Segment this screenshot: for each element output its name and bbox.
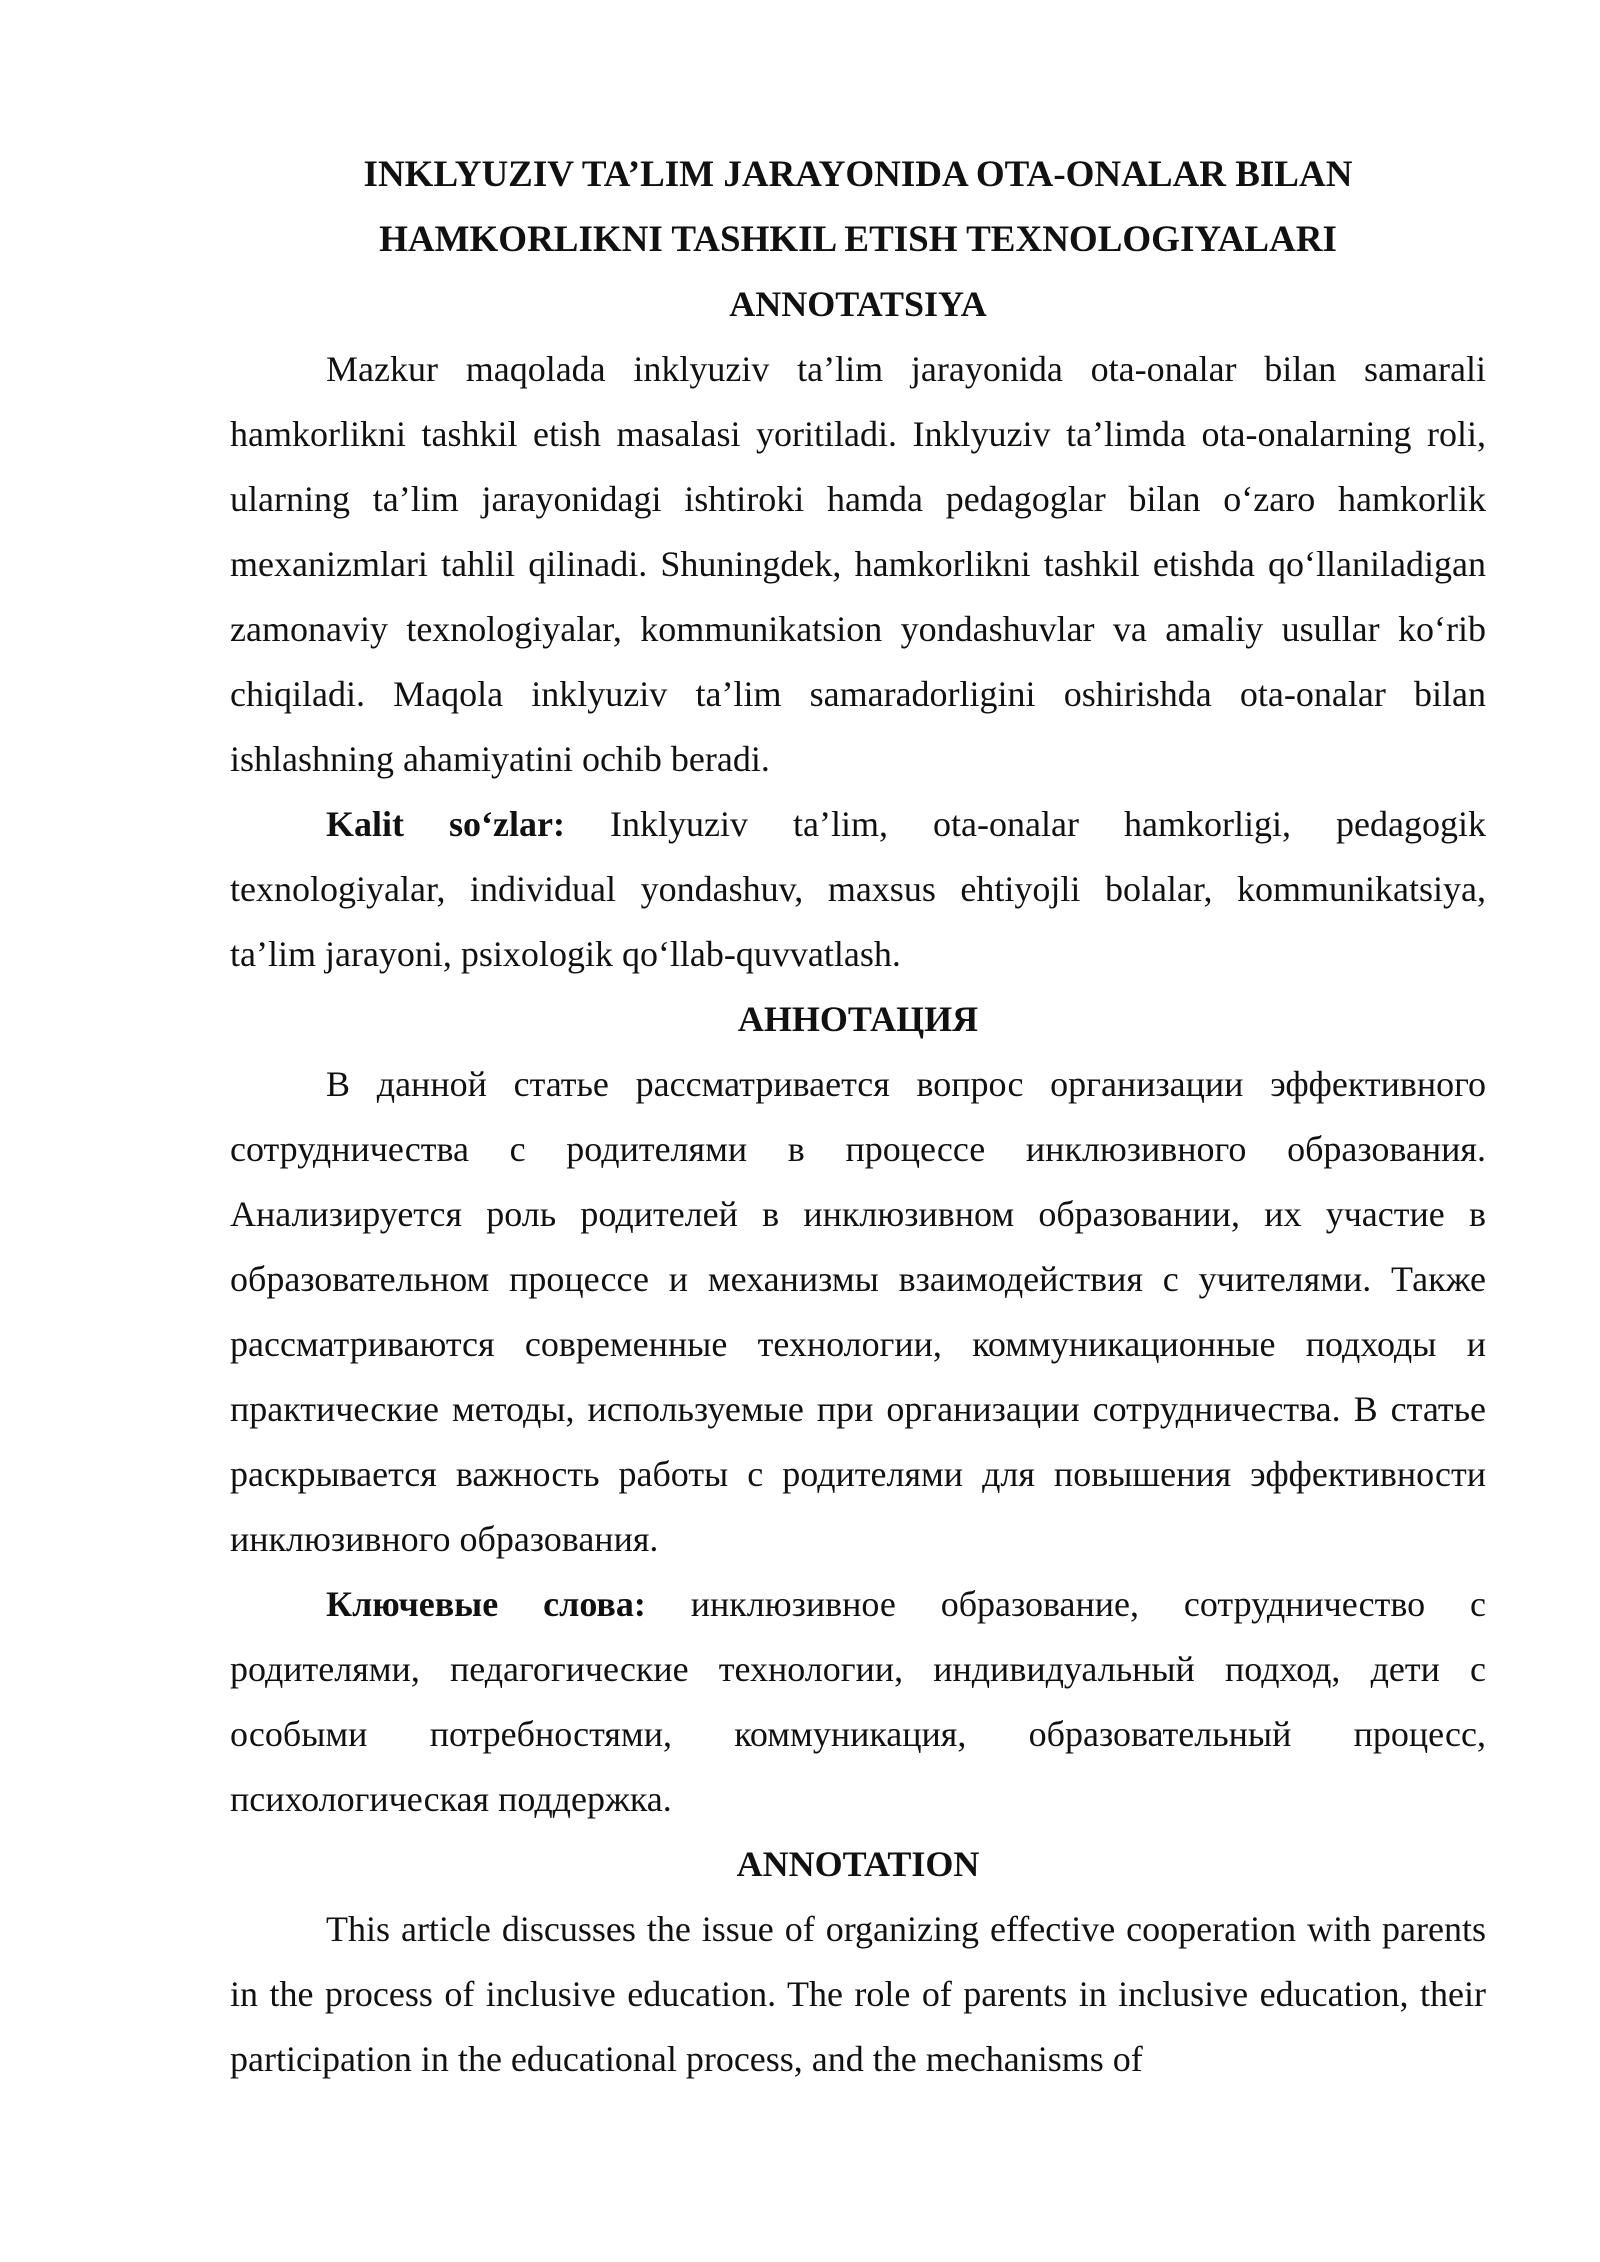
russian-annotation-section (230, 987, 1486, 1832)
english-annotation-heading: ANNOTATION (736, 1844, 980, 1884)
russian-keywords-label: Ключевые слова: (326, 1584, 646, 1624)
uzbek-annotation-section (230, 272, 1486, 987)
english-abstract-paragraph: This article discusses the issue of organizing effective cooperation with parents in the process of inclusive education. The role of parents in inclusive education, their participation in the educational process, and the mechanisms of (230, 1909, 1486, 2079)
russian-annotation-heading: АННОТАЦИЯ (737, 999, 979, 1039)
uzbek-keywords-label: Kalit so‘zlar: (326, 804, 565, 844)
article-title-line-1: INKLYUZIV TA’LIM JARAYONIDA OTA-ONALAR BILAN (363, 154, 1353, 195)
uzbek-keywords-paragraph (230, 792, 1486, 987)
article-title-line-2: HAMKORLIKNI TASHKIL ETISH TEXNOLOGIYALARI (379, 219, 1337, 260)
english-annotation-section (230, 1832, 1486, 2092)
uzbek-annotation-heading: ANNOTATSIYA (729, 284, 987, 324)
russian-keywords-text: инклюзивное образование, сотрудничество с родителями, педагогические технологии, индивидуальный подход, дети с особыми потребностями, коммуникация, образовательный процесс, психологическая поддержка. (230, 1584, 1486, 1819)
uzbek-keywords-text: Inklyuziv ta’lim, ota-onalar hamkorligi, pedagogik texnologiyalar, individual yondashuv, maxsus ehtiyojli bolalar, kommunikatsiya, ta’lim jarayoni, psixologik qo‘llab-quvvatlash. (230, 804, 1486, 974)
russian-keywords-paragraph (230, 1572, 1486, 1832)
uzbek-abstract-paragraph: Mazkur maqolada inklyuziv ta’lim jarayonida ota-onalar bilan samarali hamkorlikni tashkil etish masalasi yoritiladi. Inklyuziv ta’limda ota-onalarning roli, ularning ta’lim jarayonidagi ishtiroki hamda pedagoglar bilan o‘zaro hamkorlik mexanizmlari tahlil qilinadi. Shuningdek, hamkorlikni tashkil etishda qo‘llaniladigan zamonaviy texnologiyalar, kommunikatsion yondashuvlar va amaliy usullar ko‘rib chiqiladi. Maqola inklyuziv ta’lim samaradorligini oshirishda ota-onalar bilan ishlashning ahamiyatini ochib beradi. (230, 349, 1486, 779)
russian-abstract-paragraph: В данной статье рассматривается вопрос организации эффективного сотрудничества с родителями в процессе инклюзивного образования. Анализируется роль родителей в инклюзивном образовании, их участие в образовательном процессе и механизмы взаимодействия с учителями. Также рассматриваются современные технологии, коммуникационные подходы и практические методы, используемые при организации сотрудничества. В статье раскрывается важность работы с родителями для повышения эффективности инклюзивного образования. (230, 1064, 1486, 1559)
document-page (230, 142, 1486, 2092)
